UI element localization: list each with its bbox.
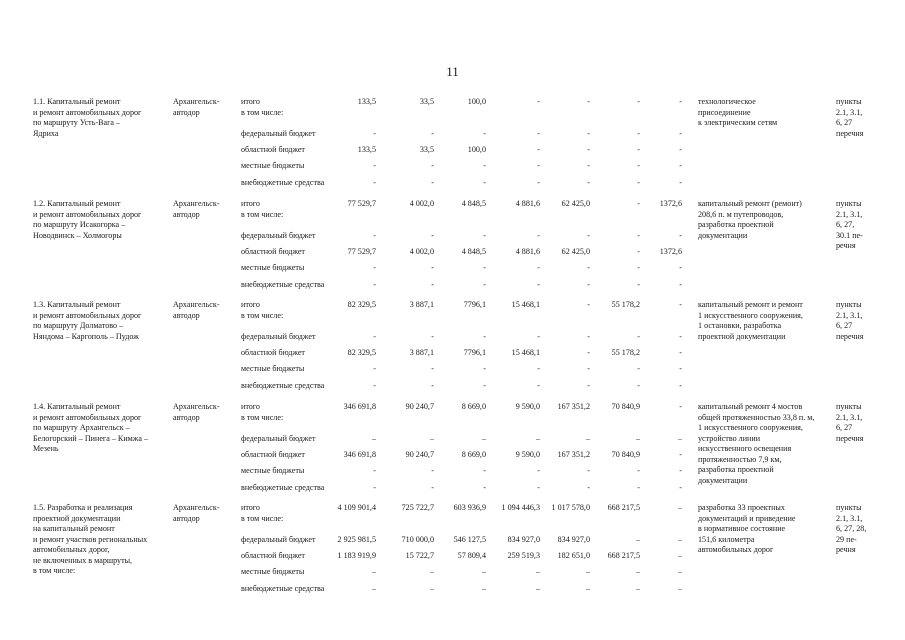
result-description: капитальный ремонт и ремонт 1 искусственного сооружения, 1 остановки, разработка проектной документации (698, 300, 803, 341)
funding-value: 546 127,5 (453, 535, 486, 544)
funding-value: - (587, 263, 590, 272)
funding-value: – (635, 535, 640, 544)
funding-source-label: федеральный бюджет (241, 434, 316, 443)
funding-value: 77 529,7 (347, 247, 376, 256)
funding-value: 3 887,1 (409, 348, 434, 357)
funding-source-label: итого в том числе: (241, 300, 284, 320)
funding-value: - (373, 381, 376, 390)
funding-value: - (373, 332, 376, 341)
funding-value: – (635, 434, 640, 443)
funding-value: - (373, 129, 376, 138)
funding-value: – (677, 434, 682, 443)
funding-source-label: областной бюджет (241, 247, 305, 256)
funding-value: – (371, 584, 376, 593)
funding-value: 1372,6 (659, 199, 682, 208)
funding-value: - (637, 263, 640, 272)
funding-value: - (637, 178, 640, 187)
funding-value: - (587, 129, 590, 138)
funding-value: 4 848,5 (461, 247, 486, 256)
funding-value: - (483, 483, 486, 492)
funding-value: 8 669,0 (461, 402, 486, 411)
funding-value: 62 425,0 (561, 247, 590, 256)
funding-value: - (537, 364, 540, 373)
funding-value: - (483, 178, 486, 187)
funding-value: - (587, 300, 590, 309)
funding-value: 90 240,7 (405, 450, 434, 459)
funding-value: - (431, 483, 434, 492)
funding-value: - (637, 161, 640, 170)
funding-value: 90 240,7 (405, 402, 434, 411)
funding-value: - (431, 332, 434, 341)
funding-value: – (585, 567, 590, 576)
funding-value: 167 351,2 (557, 450, 590, 459)
funding-value: - (679, 348, 682, 357)
funding-value: – (371, 434, 376, 443)
funding-value: 7796,1 (463, 300, 486, 309)
funding-value: - (483, 364, 486, 373)
funding-source-label: внебюджетные средства (241, 381, 325, 390)
funding-source-label: областной бюджет (241, 450, 305, 459)
funding-value: - (587, 178, 590, 187)
funding-value: 668 217,5 (607, 503, 640, 512)
funding-value: 82 329,5 (347, 348, 376, 357)
funding-value: - (679, 332, 682, 341)
funding-value: 4 848,5 (461, 199, 486, 208)
funding-value: 2 925 981,5 (337, 535, 376, 544)
funding-value: - (587, 381, 590, 390)
funding-source-label: внебюджетные средства (241, 178, 325, 187)
funding-value: 7796,1 (463, 348, 486, 357)
funding-value: – (481, 584, 486, 593)
funding-source-label: федеральный бюджет (241, 231, 316, 240)
funding-source-label: федеральный бюджет (241, 129, 316, 138)
funding-value: 603 936,9 (453, 503, 486, 512)
funding-value: 1 183 919,9 (337, 551, 376, 560)
funding-value: 4 881,6 (515, 199, 540, 208)
funding-source-label: областной бюджет (241, 551, 305, 560)
funding-source-label: итого в том числе: (241, 97, 284, 117)
funding-value: - (431, 263, 434, 272)
funding-value: 725 722,7 (401, 503, 434, 512)
funding-value: 15 722,7 (405, 551, 434, 560)
funding-value: 70 840,9 (611, 402, 640, 411)
funding-value: 33,5 (419, 97, 434, 106)
funding-source-label: внебюджетные средства (241, 483, 325, 492)
funding-value: – (677, 567, 682, 576)
funding-source-label: итого в том числе: (241, 199, 284, 219)
funding-value: 55 178,2 (611, 300, 640, 309)
funding-value: - (373, 466, 376, 475)
funding-value: – (677, 551, 682, 560)
activity-name: 1.5. Разработка и реализация проектной документации на капитальный ремонт и ремонт участков региональных автомобильных дорог, не включенных в маршруты, в том числе: (33, 503, 148, 575)
funding-value: 82 329,5 (347, 300, 376, 309)
funding-value: - (483, 381, 486, 390)
funding-value: 1 017 578,0 (551, 503, 590, 512)
funding-source-label: внебюджетные средства (241, 280, 325, 289)
funding-value: 77 529,7 (347, 199, 376, 208)
funding-value: 834 927,0 (507, 535, 540, 544)
funding-value: – (535, 584, 540, 593)
funding-value: – (677, 584, 682, 593)
funding-value: 346 691,8 (343, 402, 376, 411)
funding-value: - (431, 364, 434, 373)
funding-value: – (635, 584, 640, 593)
funding-value: - (373, 231, 376, 240)
list-reference: пункты 2.1, 3.1, 6, 27 перечня (836, 97, 864, 138)
funding-value: 15 468,1 (511, 300, 540, 309)
funding-value: - (483, 129, 486, 138)
executor: Архангельск- автодор (173, 402, 220, 422)
funding-value: - (637, 332, 640, 341)
funding-value: - (679, 450, 682, 459)
funding-value: – (371, 567, 376, 576)
funding-value: - (679, 364, 682, 373)
funding-value: – (635, 567, 640, 576)
funding-value: 710 000,0 (401, 535, 434, 544)
funding-value: 55 178,2 (611, 348, 640, 357)
funding-value: - (587, 332, 590, 341)
activity-name: 1.2. Капитальный ремонт и ремонт автомобильных дорог по маршруту Исакогорка – Новодвинск – Холмогоры (33, 199, 142, 240)
funding-value: 346 691,8 (343, 450, 376, 459)
funding-value: - (637, 247, 640, 256)
funding-source-label: местные бюджеты (241, 263, 305, 272)
funding-value: - (679, 381, 682, 390)
funding-value: - (637, 97, 640, 106)
funding-value: - (637, 145, 640, 154)
funding-value: - (373, 178, 376, 187)
funding-value: 100,0 (467, 97, 486, 106)
funding-value: - (431, 466, 434, 475)
funding-source-label: местные бюджеты (241, 567, 305, 576)
funding-value: – (481, 434, 486, 443)
funding-source-label: федеральный бюджет (241, 332, 316, 341)
list-reference: пункты 2.1, 3.1, 6, 27, 28, 29 пе- речня (836, 503, 867, 554)
executor: Архангельск- автодор (173, 97, 220, 117)
funding-value: - (483, 263, 486, 272)
funding-value: - (679, 97, 682, 106)
funding-value: - (637, 466, 640, 475)
funding-source-label: местные бюджеты (241, 161, 305, 170)
funding-value: 9 590,0 (515, 402, 540, 411)
funding-value: 9 590,0 (515, 450, 540, 459)
funding-value: 167 351,2 (557, 402, 590, 411)
funding-value: - (679, 402, 682, 411)
funding-value: 100,0 (467, 145, 486, 154)
funding-value: - (537, 178, 540, 187)
executor: Архангельск- автодор (173, 300, 220, 320)
funding-value: 133,5 (357, 145, 376, 154)
activity-name: 1.3. Капитальный ремонт и ремонт автомобильных дорог по маршруту Долматово – Няндома – Каргополь – Пудож (33, 300, 142, 341)
funding-value: - (483, 466, 486, 475)
funding-value: - (637, 199, 640, 208)
funding-value: - (679, 466, 682, 475)
funding-value: - (483, 332, 486, 341)
funding-value: 33,5 (419, 145, 434, 154)
funding-source-label: местные бюджеты (241, 466, 305, 475)
funding-value: - (483, 161, 486, 170)
funding-value: - (537, 231, 540, 240)
funding-value: - (483, 231, 486, 240)
funding-value: - (637, 280, 640, 289)
funding-value: 8 669,0 (461, 450, 486, 459)
funding-value: – (429, 434, 434, 443)
result-description: разработка 33 проектных документаций и приведение в нормативное состояние 151,6 километра автомобильных дорог (698, 503, 796, 554)
funding-value: - (483, 280, 486, 289)
activity-name: 1.4. Капитальный ремонт и ремонт автомобильных дорог по маршруту Архангельск – Белогорский – Пинега – Кимжа – Мезень (33, 402, 149, 453)
funding-value: - (679, 483, 682, 492)
funding-source-label: итого в том числе: (241, 503, 284, 523)
funding-value: – (677, 535, 682, 544)
funding-value: 70 840,9 (611, 450, 640, 459)
funding-value: 62 425,0 (561, 199, 590, 208)
funding-value: 259 519,3 (507, 551, 540, 560)
funding-value: 15 468,1 (511, 348, 540, 357)
funding-value: - (431, 178, 434, 187)
funding-value: 4 881,6 (515, 247, 540, 256)
funding-value: - (431, 280, 434, 289)
funding-value: - (587, 145, 590, 154)
funding-source-label: местные бюджеты (241, 364, 305, 373)
funding-value: - (679, 280, 682, 289)
funding-value: – (677, 503, 682, 512)
funding-source-label: областной бюджет (241, 145, 305, 154)
funding-value: 1 094 446,3 (501, 503, 540, 512)
funding-value: - (679, 263, 682, 272)
funding-value: – (585, 434, 590, 443)
funding-value: - (431, 231, 434, 240)
funding-value: 57 809,4 (457, 551, 486, 560)
funding-source-label: внебюджетные средства (241, 584, 325, 593)
funding-value: - (587, 348, 590, 357)
funding-source-label: федеральный бюджет (241, 535, 316, 544)
funding-value: - (537, 145, 540, 154)
page-number: 11 (446, 64, 459, 79)
result-description: технологическое присоединение к электрическим сетям (698, 97, 778, 127)
funding-value: - (537, 381, 540, 390)
funding-value: - (373, 483, 376, 492)
funding-value: - (679, 178, 682, 187)
funding-value: - (537, 280, 540, 289)
funding-value: - (587, 280, 590, 289)
list-reference: пункты 2.1, 3.1, 6, 27, 30.1 пе- речня (836, 199, 863, 250)
funding-value: - (679, 161, 682, 170)
funding-value: - (537, 483, 540, 492)
funding-value: - (537, 263, 540, 272)
funding-value: - (373, 364, 376, 373)
funding-value: 834 927,0 (557, 535, 590, 544)
funding-value: 1372,6 (659, 247, 682, 256)
activity-name: 1.1. Капитальный ремонт и ремонт автомобильных дорог по маршруту Усть-Вага – Ядриха (33, 97, 142, 138)
funding-value: 133,5 (357, 97, 376, 106)
funding-value: – (535, 567, 540, 576)
funding-value: - (679, 129, 682, 138)
funding-value: - (587, 364, 590, 373)
funding-value: - (431, 381, 434, 390)
funding-value: – (429, 584, 434, 593)
funding-value: 4 109 901,4 (337, 503, 376, 512)
result-description: капитальный ремонт 4 мостов общей протяженностью 33,8 п. м, 1 искусственного сооружения, устройство линии искусственного освещения протяженностью 7,9 км, разработка проектной документации (698, 402, 815, 485)
funding-value: - (537, 161, 540, 170)
funding-value: - (679, 300, 682, 309)
funding-source-label: итого в том числе: (241, 402, 284, 422)
funding-value: - (373, 280, 376, 289)
executor: Архангельск- автодор (173, 503, 220, 523)
funding-value: - (637, 483, 640, 492)
funding-value: - (373, 161, 376, 170)
funding-value: - (587, 231, 590, 240)
executor: Архангельск- автодор (173, 199, 220, 219)
funding-value: - (373, 263, 376, 272)
funding-value: – (429, 567, 434, 576)
result-description: капитальный ремонт (ремонт) 208,6 п. м путепроводов, разработка проектной документации (698, 199, 802, 240)
funding-source-label: областной бюджет (241, 348, 305, 357)
funding-value: - (537, 129, 540, 138)
funding-value: 182 651,0 (557, 551, 590, 560)
list-reference: пункты 2.1, 3.1, 6, 27 перечня (836, 402, 864, 443)
funding-value: – (535, 434, 540, 443)
funding-value: 3 887,1 (409, 300, 434, 309)
funding-value: - (637, 381, 640, 390)
funding-value: - (637, 231, 640, 240)
funding-value: - (431, 161, 434, 170)
funding-value: - (587, 97, 590, 106)
funding-value: - (679, 231, 682, 240)
list-reference: пункты 2.1, 3.1, 6, 27 перечня (836, 300, 864, 341)
funding-value: - (537, 332, 540, 341)
funding-value: - (637, 364, 640, 373)
funding-value: - (587, 161, 590, 170)
funding-value: – (585, 584, 590, 593)
funding-value: - (431, 129, 434, 138)
funding-value: - (679, 145, 682, 154)
funding-value: 668 217,5 (607, 551, 640, 560)
funding-value: - (537, 97, 540, 106)
funding-value: - (587, 483, 590, 492)
funding-value: 4 002,0 (409, 247, 434, 256)
funding-value: – (481, 567, 486, 576)
funding-value: 4 002,0 (409, 199, 434, 208)
funding-value: - (637, 129, 640, 138)
funding-value: - (587, 466, 590, 475)
funding-value: - (537, 466, 540, 475)
